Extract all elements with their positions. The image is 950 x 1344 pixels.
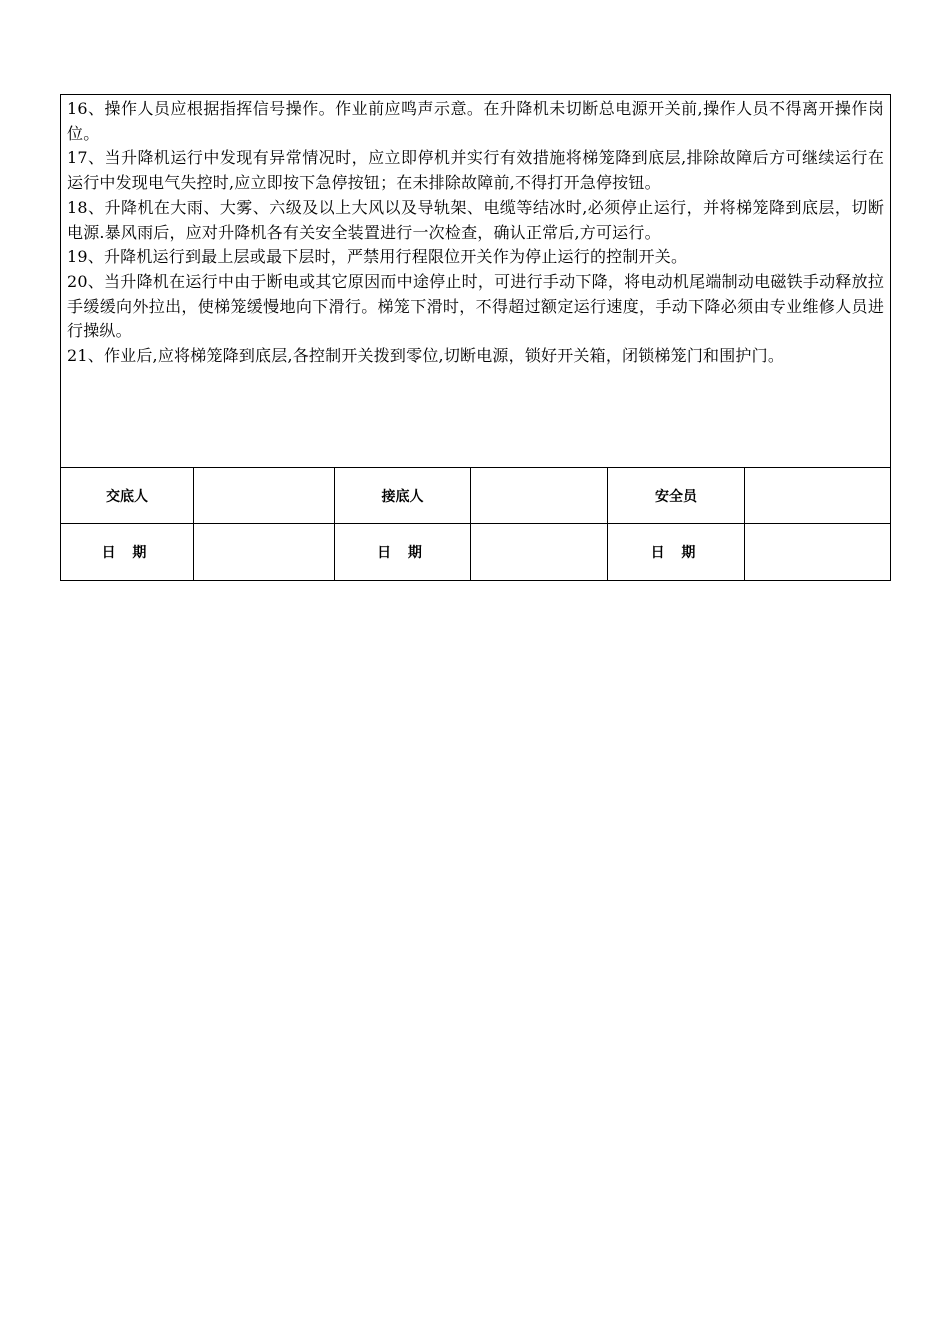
signature-row [61,468,891,524]
clause-16: 16、操作人员应根据指挥信号操作。作业前应鸣声示意。在升降机未切断总电源开关前,操作人员不得离开操作岗位。 [67,99,885,143]
clause-20: 20、当升降机在运行中由于断电或其它原因而中途停止时，可进行手动下降，将电动机尾端制动电磁铁手动释放拉手缓缓向外拉出，使梯笼缓慢地向下滑行。梯笼下滑时，不得超过额定运行速度，手动下降必须由专业维修人员进行操纵。 [67,271,885,341]
date-value-handover [194,524,335,581]
receiver-value [471,468,608,524]
handover-value [194,468,335,524]
date-value-safety-officer [745,524,891,581]
safety-officer-label: 安全员 [608,468,745,524]
clause-21: 21、作业后,应将梯笼降到底层,各控制开关拨到零位,切断电源，锁好开关箱，闭锁梯笼门和围护门。 [67,346,785,366]
date-label-safety-officer: 日 期 [608,524,745,581]
date-label-receiver: 日 期 [335,524,471,581]
clauses-body [61,95,890,369]
safety-briefing-table [60,94,891,581]
clause-18: 18、升降机在大雨、大雾、六级及以上大风以及导轨架、电缆等结冰时,必须停止运行，并将梯笼降到底层，切断电源.暴风雨后，应对升降机各有关安全装置进行一次检查，确认正常后,方可运行。 [67,197,885,242]
date-row [61,524,891,581]
clause-17: 17、当升降机运行中发现有异常情况时，应立即停机并实行有效措施将梯笼降到底层,排除故障后方可继续运行在运行中发现电气失控时,应立即按下急停按钮；在未排除故障前,不得打开急停按钮。 [67,148,885,193]
date-value-receiver [471,524,608,581]
clause-19: 19、升降机运行到最上层或最下层时，严禁用行程限位开关作为停止运行的控制开关。 [67,247,688,267]
date-label-handover: 日 期 [61,524,194,581]
handover-label: 交底人 [61,468,194,524]
clauses-cell [61,95,891,468]
safety-officer-value [745,468,891,524]
receiver-label: 接底人 [335,468,471,524]
